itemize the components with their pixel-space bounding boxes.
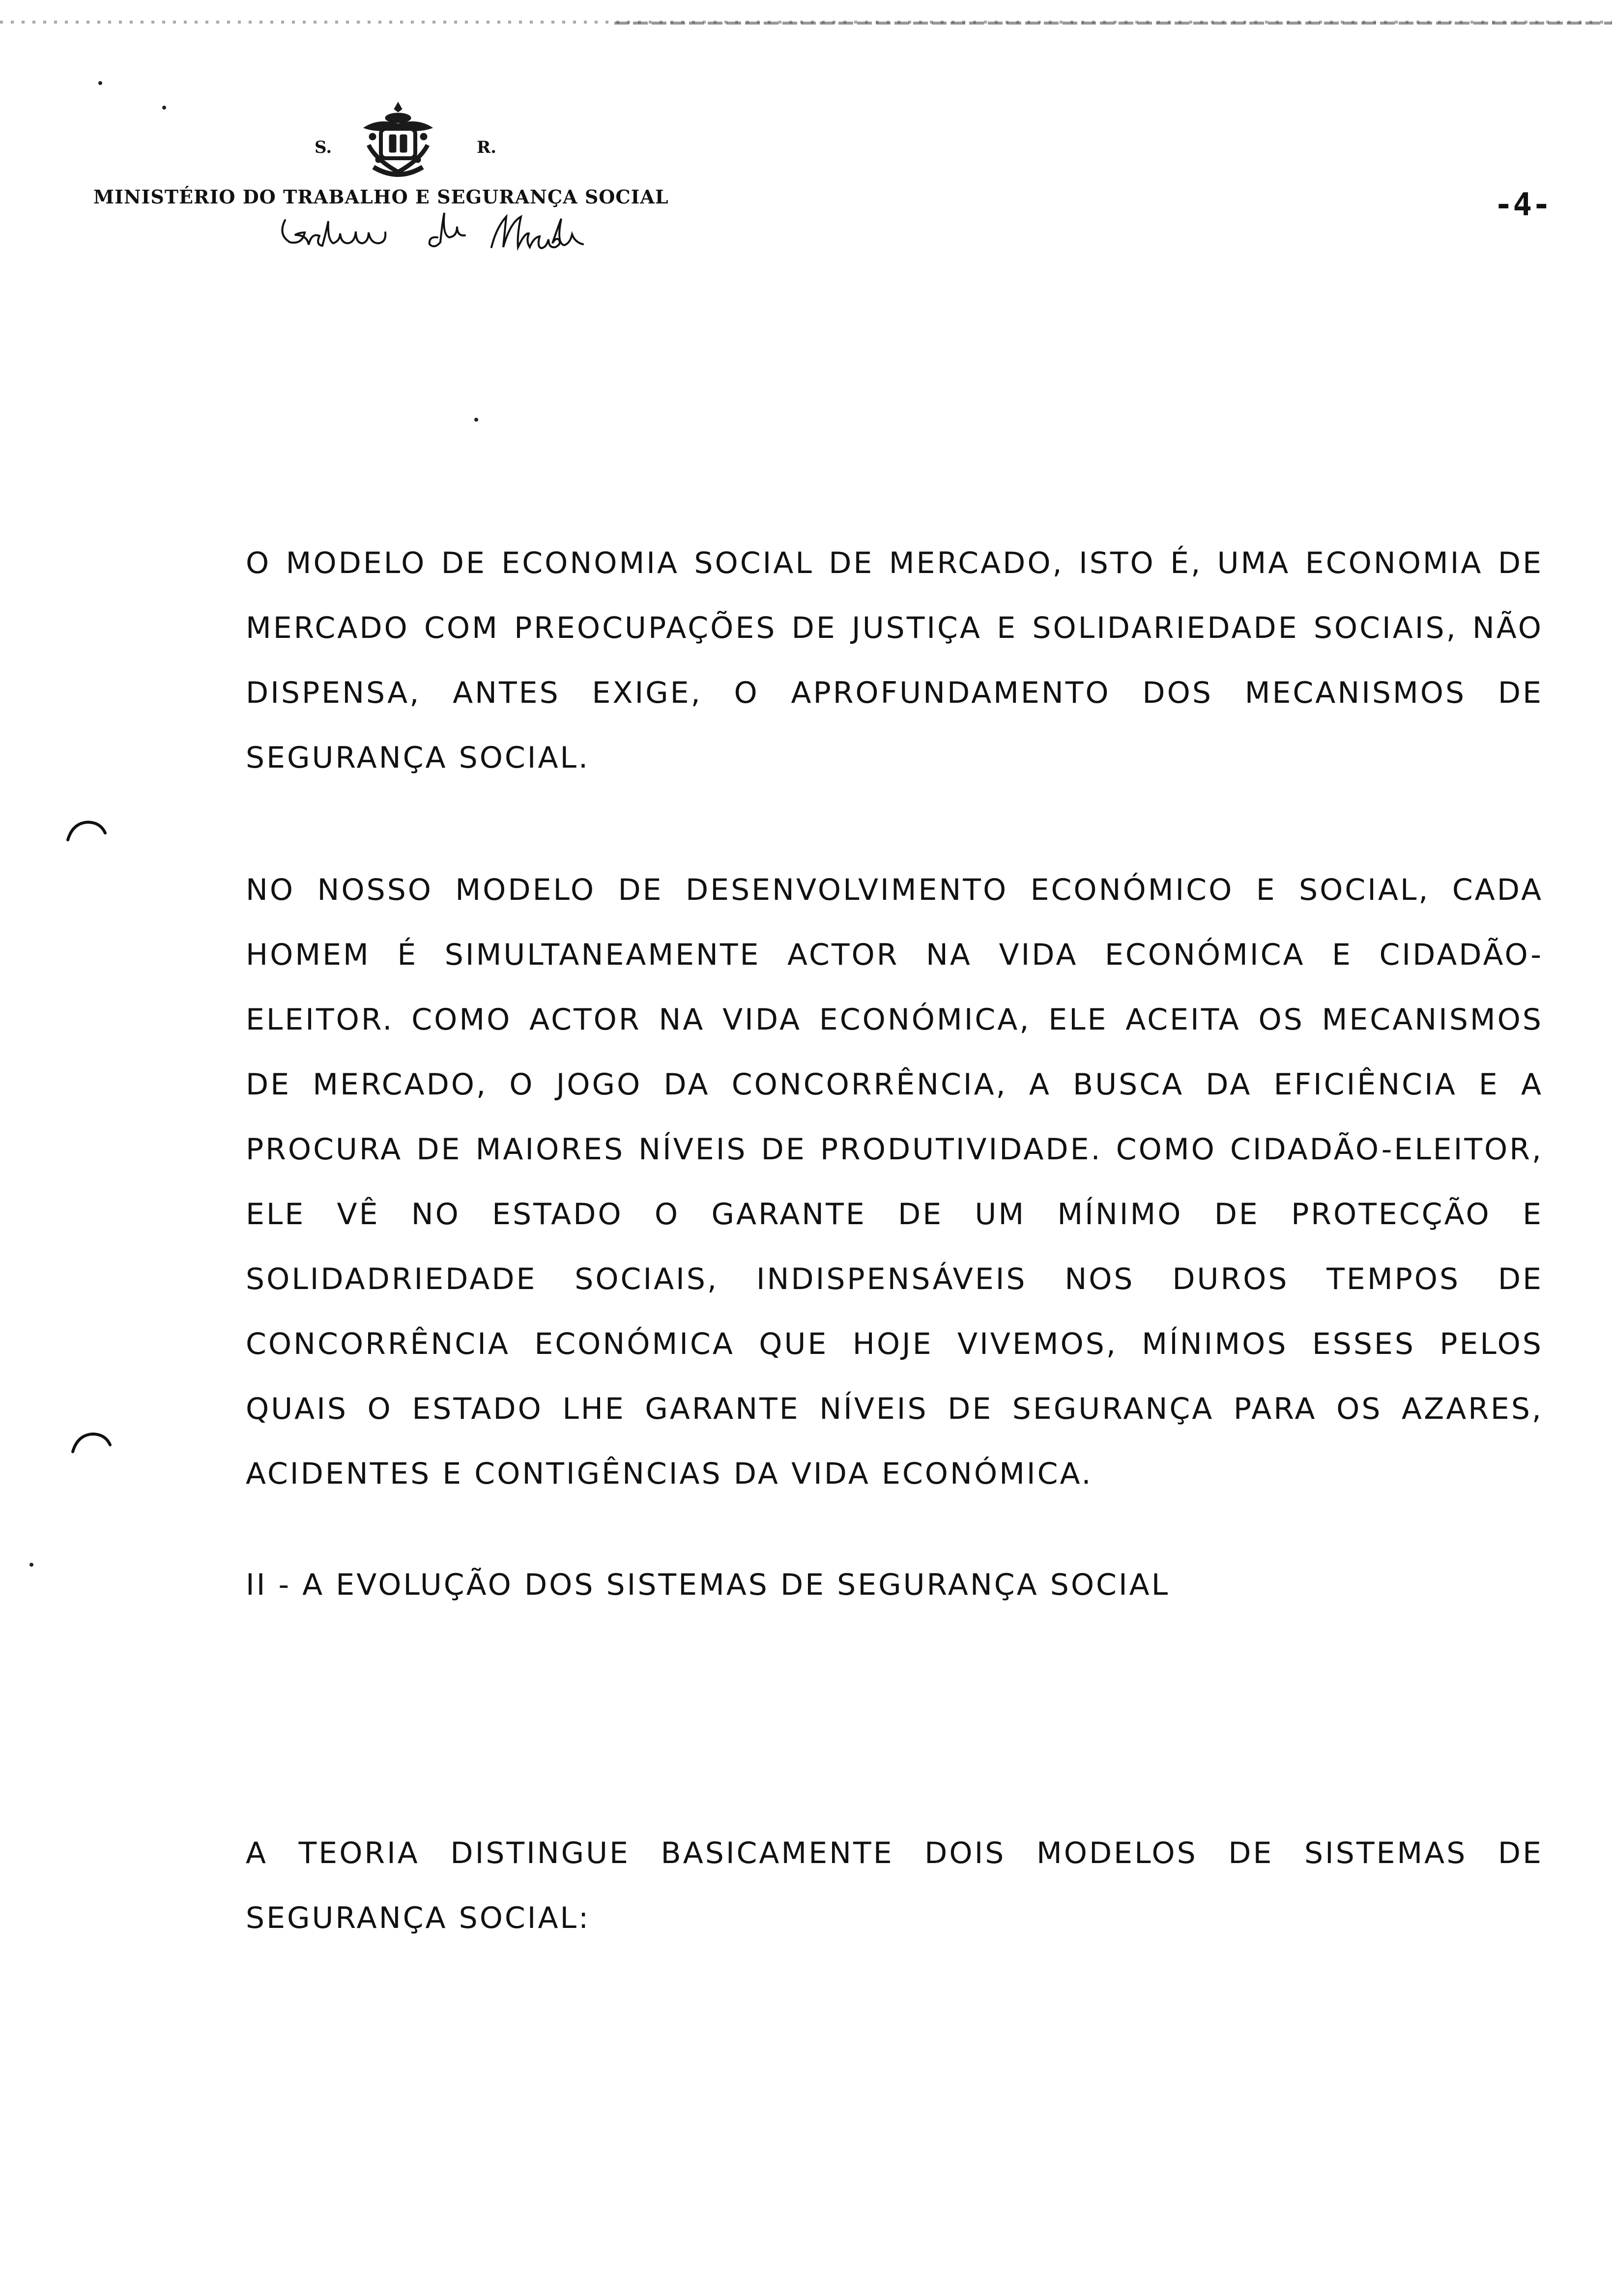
- crest-letter-left: S.: [315, 138, 332, 157]
- paragraph: O MODELO DE ECONOMIA SOCIAL DE MERCADO, ISTO É, UMA ECONOMIA DE MERCADO COM PREOCUPAÇÕES DE JUSTIÇA E SOLIDARIEDADE SOCIAIS, NÃO DISPENSA, ANTES EXIGE, O APROFUNDAMENTO DOS MECANISMOS DE SEGURANÇA SOCIAL.: [246, 546, 1543, 775]
- scan-speck: [162, 106, 166, 110]
- cabinet-script-title: [275, 205, 629, 259]
- scan-edge-mark: [614, 22, 1612, 25]
- paragraph: A TEORIA DISTINGUE BASICAMENTE DOIS MODELOS DE SISTEMAS DE SEGURANÇA SOCIAL:: [246, 1836, 1543, 1935]
- crest-letter-right: R.: [477, 138, 497, 157]
- scan-speck: [474, 418, 478, 422]
- scan-speck: [98, 81, 102, 85]
- coat-of-arms-icon: [354, 98, 442, 182]
- paragraph: NO NOSSO MODELO DE DESENVOLVIMENTO ECONÓMICO E SOCIAL, CADA HOMEM É SIMULTANEAMENTE ACTOR NA VIDA ECONÓMICA E CIDADÃO-ELEITOR. COMO ACTOR NA VIDA ECONÓMICA, ELE ACEITA OS MECANISMOS DE MERCADO, O JOGO DA CONCORRÊNCIA, A BUSCA DA EFICIÊNCIA E A PROCURA DE MAIORES NÍVEIS DE PRODUTIVIDADE. COMO CIDADÃO-ELEITOR, ELE VÊ NO ESTADO O GARANTE DE UM MÍNIMO DE PROTECÇÃO E SOLIDADRIEDADE SOCIAIS, INDISPENSÁVEIS NOS DUROS TEMPOS DE CONCORRÊNCIA ECONÓMICA QUE HOJE VIVEMOS, MÍNIMOS ESSES PELOS QUAIS O ESTADO LHE GARANTE NÍVEIS DE SEGURANÇA PARA OS AZARES, ACIDENTES E CONTIGÊNCIAS DA VIDA ECONÓMICA.: [246, 873, 1543, 1491]
- page-number: -4-: [1494, 187, 1551, 223]
- punch-hole-mark: [69, 1430, 113, 1455]
- ministry-name: MINISTÉRIO DO TRABALHO E SEGURANÇA SOCIAL: [93, 186, 669, 208]
- letterhead: [88, 98, 727, 260]
- section-heading: II - A EVOLUÇÃO DOS SISTEMAS DE SEGURANÇA SOCIAL: [246, 1568, 1170, 1602]
- punch-hole-mark: [64, 818, 108, 843]
- scan-speck: [29, 1563, 33, 1567]
